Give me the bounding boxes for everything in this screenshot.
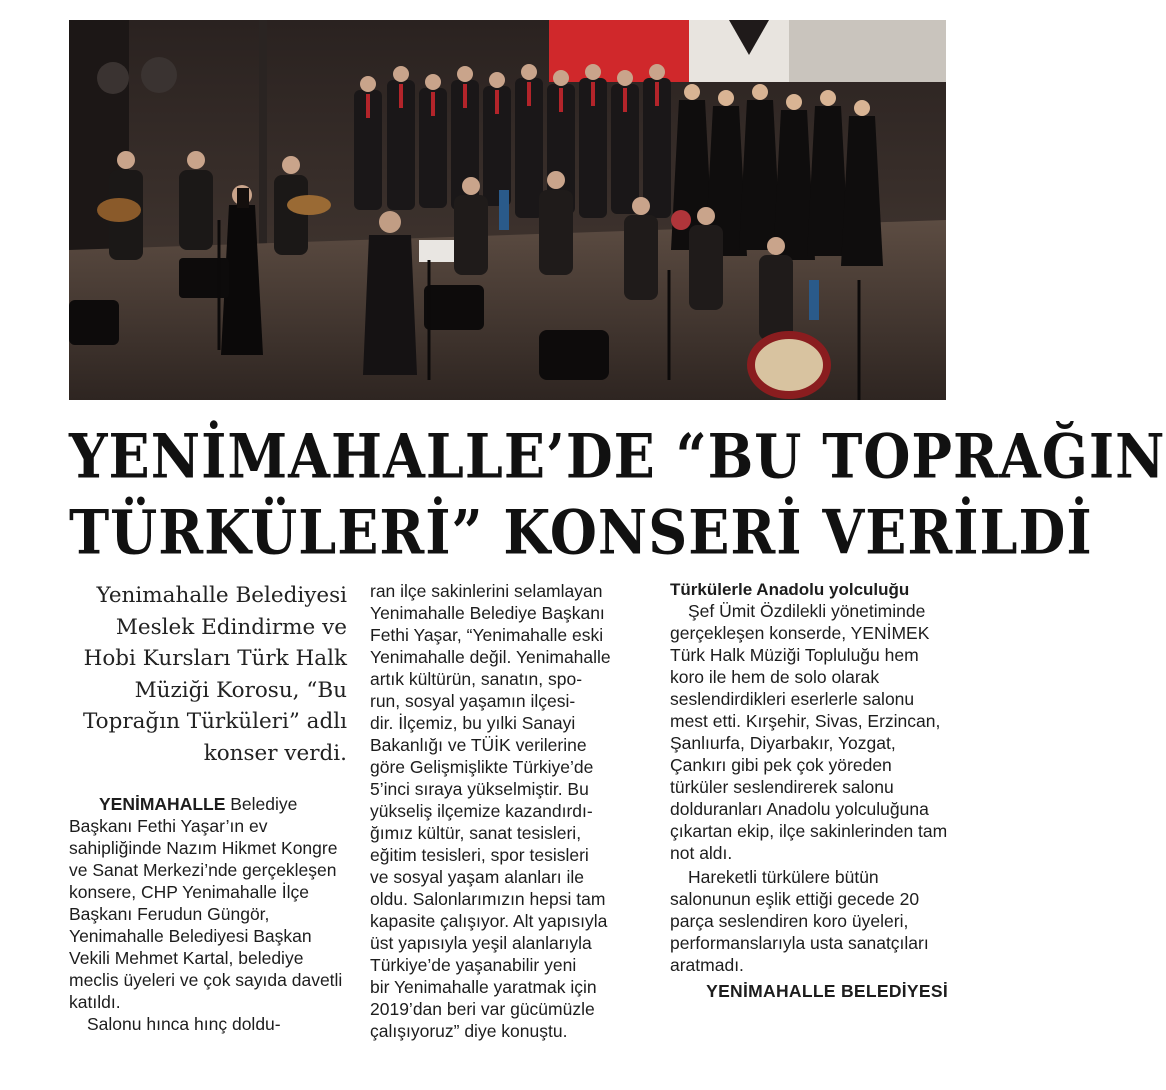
- column-2-line: ve sosyal yaşam alanları ile: [370, 867, 584, 887]
- column-2-line: Bakanlığı ve TÜİK verilerine: [370, 735, 587, 755]
- column-3: [670, 580, 948, 1002]
- column-1-paragraph-1: [69, 793, 347, 1013]
- column-3-paragraph-1: Şef Ümit Özdilekli yönetiminde gerçekleşen konserde, YENİMEK Türk Halk Müziği Topluluğu hem koro ile hem de solo olarak seslendirdikleri eserlerle salonu mest etti. Kırşehir, Sivas, Erzincan, Şanlıurfa, Diyarbakır, Yozgat, Çankırı gibi pek çok yöreden türküler seslendirerek salonu dolduranları Anadolu yolculuğuna çıkartan ekip, ilçe sakinlerinden tam not aldı.: [670, 601, 948, 863]
- column-1: [69, 580, 347, 1035]
- column-2-line: 5’inci sıraya yükselmiştir. Bu: [370, 779, 589, 799]
- column-2-line: Fethi Yaşar, “Yenimahalle eski: [370, 625, 604, 645]
- concert-photo-illustration: [69, 20, 946, 400]
- column-2-line: bir Yenimahalle yaratmak için: [370, 977, 597, 997]
- column-2-line: artık kültürün, sanatın, spo-: [370, 669, 583, 689]
- column-2-line: göre Gelişmişlikte Türkiye’de: [370, 757, 594, 777]
- column-2-line: oldu. Salonlarımızın hepsi tam: [370, 889, 606, 909]
- dateline: YENİMAHALLE: [99, 794, 226, 814]
- concert-photo: [69, 20, 946, 400]
- column-2-line: eğitim tesisleri, spor tesisleri: [370, 845, 589, 865]
- column-2-line: kapasite çalışıyor. Alt yapısıyla: [370, 911, 608, 931]
- column-2-line: Türkiye’de yaşanabilir yeni: [370, 955, 577, 975]
- column-1-paragraph-1-text: Belediye Başkanı Fethi Yaşar’ın ev sahipliğinde Nazım Hikmet Kongre ve Sanat Merkezi’nde gerçekleşen konsere, CHP Yenimahalle İlçe Başkanı Ferudun Güngör, Yenimahalle Belediyesi Başkan Vekili Mehmet Kartal, belediye meclis üyeleri ve çok sayıda davetli katıldı.: [69, 794, 343, 1012]
- column-2-line: 2019’dan beri var gücümüzle: [370, 999, 595, 1019]
- subheading: Türkülerle Anadolu yolculuğu: [670, 580, 910, 599]
- headline-line-2: TÜRKÜLERİ” KONSERİ VERİLDİ: [69, 496, 1093, 569]
- column-2: [370, 580, 626, 1042]
- signature: YENİMAHALLE BELEDİYESİ: [706, 981, 948, 1001]
- column-2-line: Yenimahalle Belediye Başkanı: [370, 603, 605, 623]
- column-3-paragraph-2: Hareketli türkülere bütün salonunun eşlik ettiği gecede 20 parça seslendiren koro üyeleri, performanslarıyla usta sanatçıları aratmadı.: [670, 867, 929, 975]
- headline-line-1: YENİMAHALLE’DE “BU TOPRAĞIN: [69, 420, 1166, 492]
- column-2-line: run, sosyal yaşamın ilçesi-: [370, 691, 576, 711]
- headline: [69, 418, 1166, 570]
- lead-paragraph: Yenimahalle Belediyesi Meslek Edindirme ve Hobi Kursları Türk Halk Müziği Korosu, “Bu Toprağın Türküleri” adlı konser verdi.: [82, 583, 347, 766]
- column-2-line: ğımız kültür, sanat tesisleri,: [370, 823, 582, 843]
- column-2-line: ran ilçe sakinlerini selamlayan: [370, 581, 603, 601]
- column-2-line: çalışıyoruz” diye konuştu.: [370, 1021, 568, 1041]
- column-1-paragraph-2-start: Salonu hınca hınç doldu-: [87, 1014, 281, 1034]
- column-2-line: üst yapısıyla yeşil alanlarıyla: [370, 933, 592, 953]
- column-2-line: yükseliş ilçemize kazandırdı-: [370, 801, 593, 821]
- column-2-line: dir. İlçemiz, bu yılki Sanayi: [370, 713, 576, 733]
- column-2-line: Yenimahalle değil. Yenimahalle: [370, 647, 611, 667]
